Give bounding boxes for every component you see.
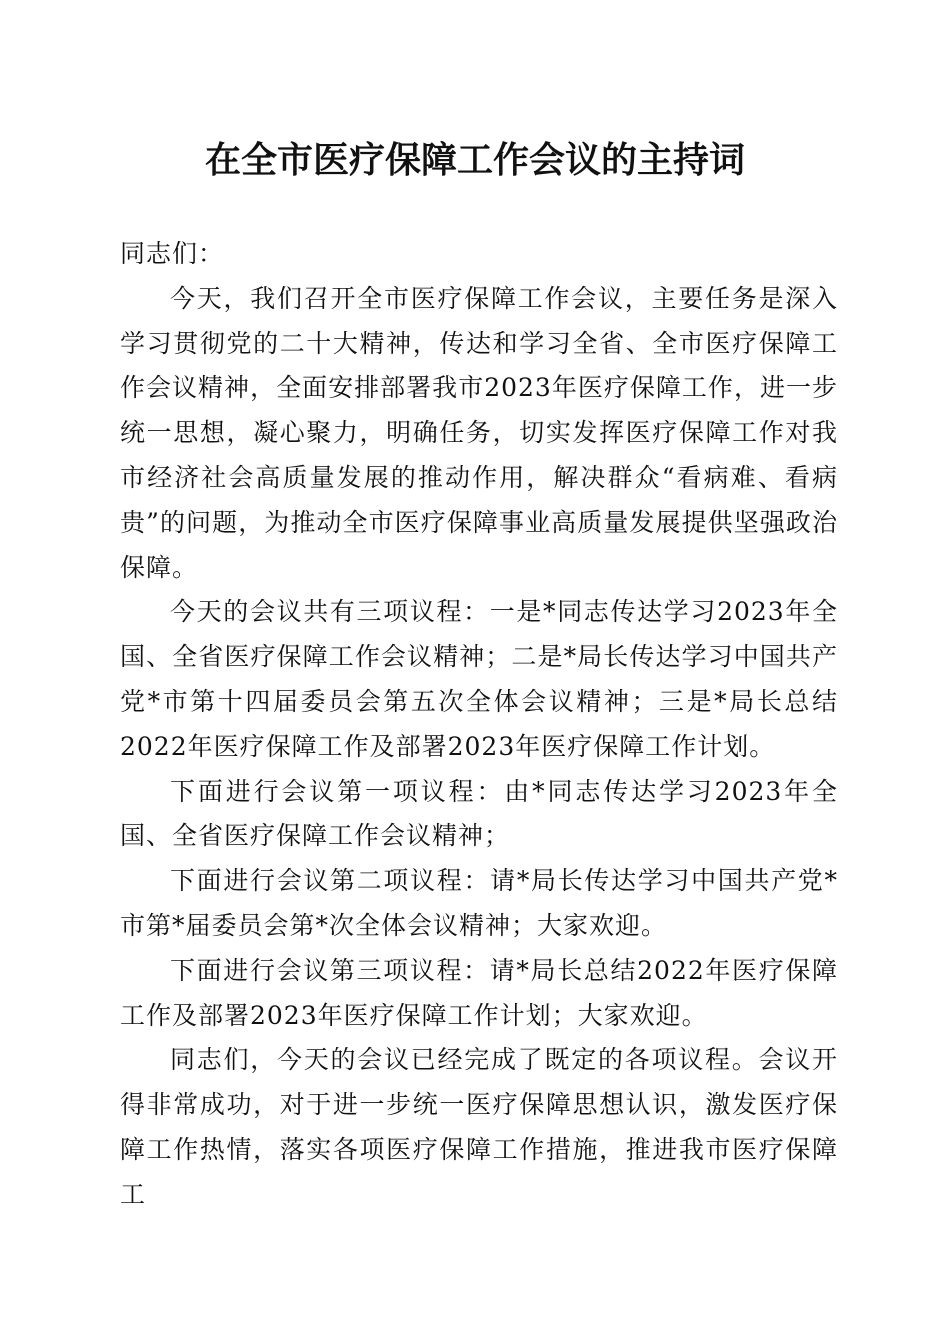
paragraph-agenda: 今天的会议共有三项议程：一是*同志传达学习2023年全国、全省医疗保障工作会议精神；二是*局长传达学习中国共产党*市第十四届委员会第五次全体会议精神；三是*局长总结2022年医疗保障工作及部署2023年医疗保障工作计划。 — [120, 597, 838, 761]
paragraph-opening: 今天，我们召开全市医疗保障工作会议，主要任务是深入学习贯彻党的二十大精神，传达和学习全省、全市医疗保障工作会议精神，全面安排部署我市2023年医疗保障工作，进一步统一思想，凝心聚力，明确任务，切实发挥医疗保障工作对我市经济社会高质量发展的推动作用，解决群众“看病难、看病贵”的问题，为推动全市医疗保障事业高质量发展提供坚强政治保障。 — [120, 283, 838, 582]
salutation: 同志们： — [120, 239, 225, 268]
paragraph-item-one: 下面进行会议第一项议程：由*同志传达学习2023年全国、全省医疗保障工作会议精神； — [120, 776, 838, 851]
paragraph-closing: 同志们，今天的会议已经完成了既定的各项议程。会议开得非常成功，对于进一步统一医疗保障思想认识，激发医疗保障工作热情，落实各项医疗保障工作措施，推进我市医疗保障工 — [120, 1045, 838, 1209]
paragraph-item-three: 下面进行会议第三项议程：请*局长总结2022年医疗保障工作及部署2023年医疗保障工作计划；大家欢迎。 — [120, 955, 838, 1030]
document-body — [120, 232, 838, 1218]
document-title: 在全市医疗保障工作会议的主持词 — [204, 139, 745, 181]
paragraph-item-two: 下面进行会议第二项议程：请*局长传达学习中国共产党*市第*届委员会第*次全体会议精神；大家欢迎。 — [120, 866, 838, 940]
